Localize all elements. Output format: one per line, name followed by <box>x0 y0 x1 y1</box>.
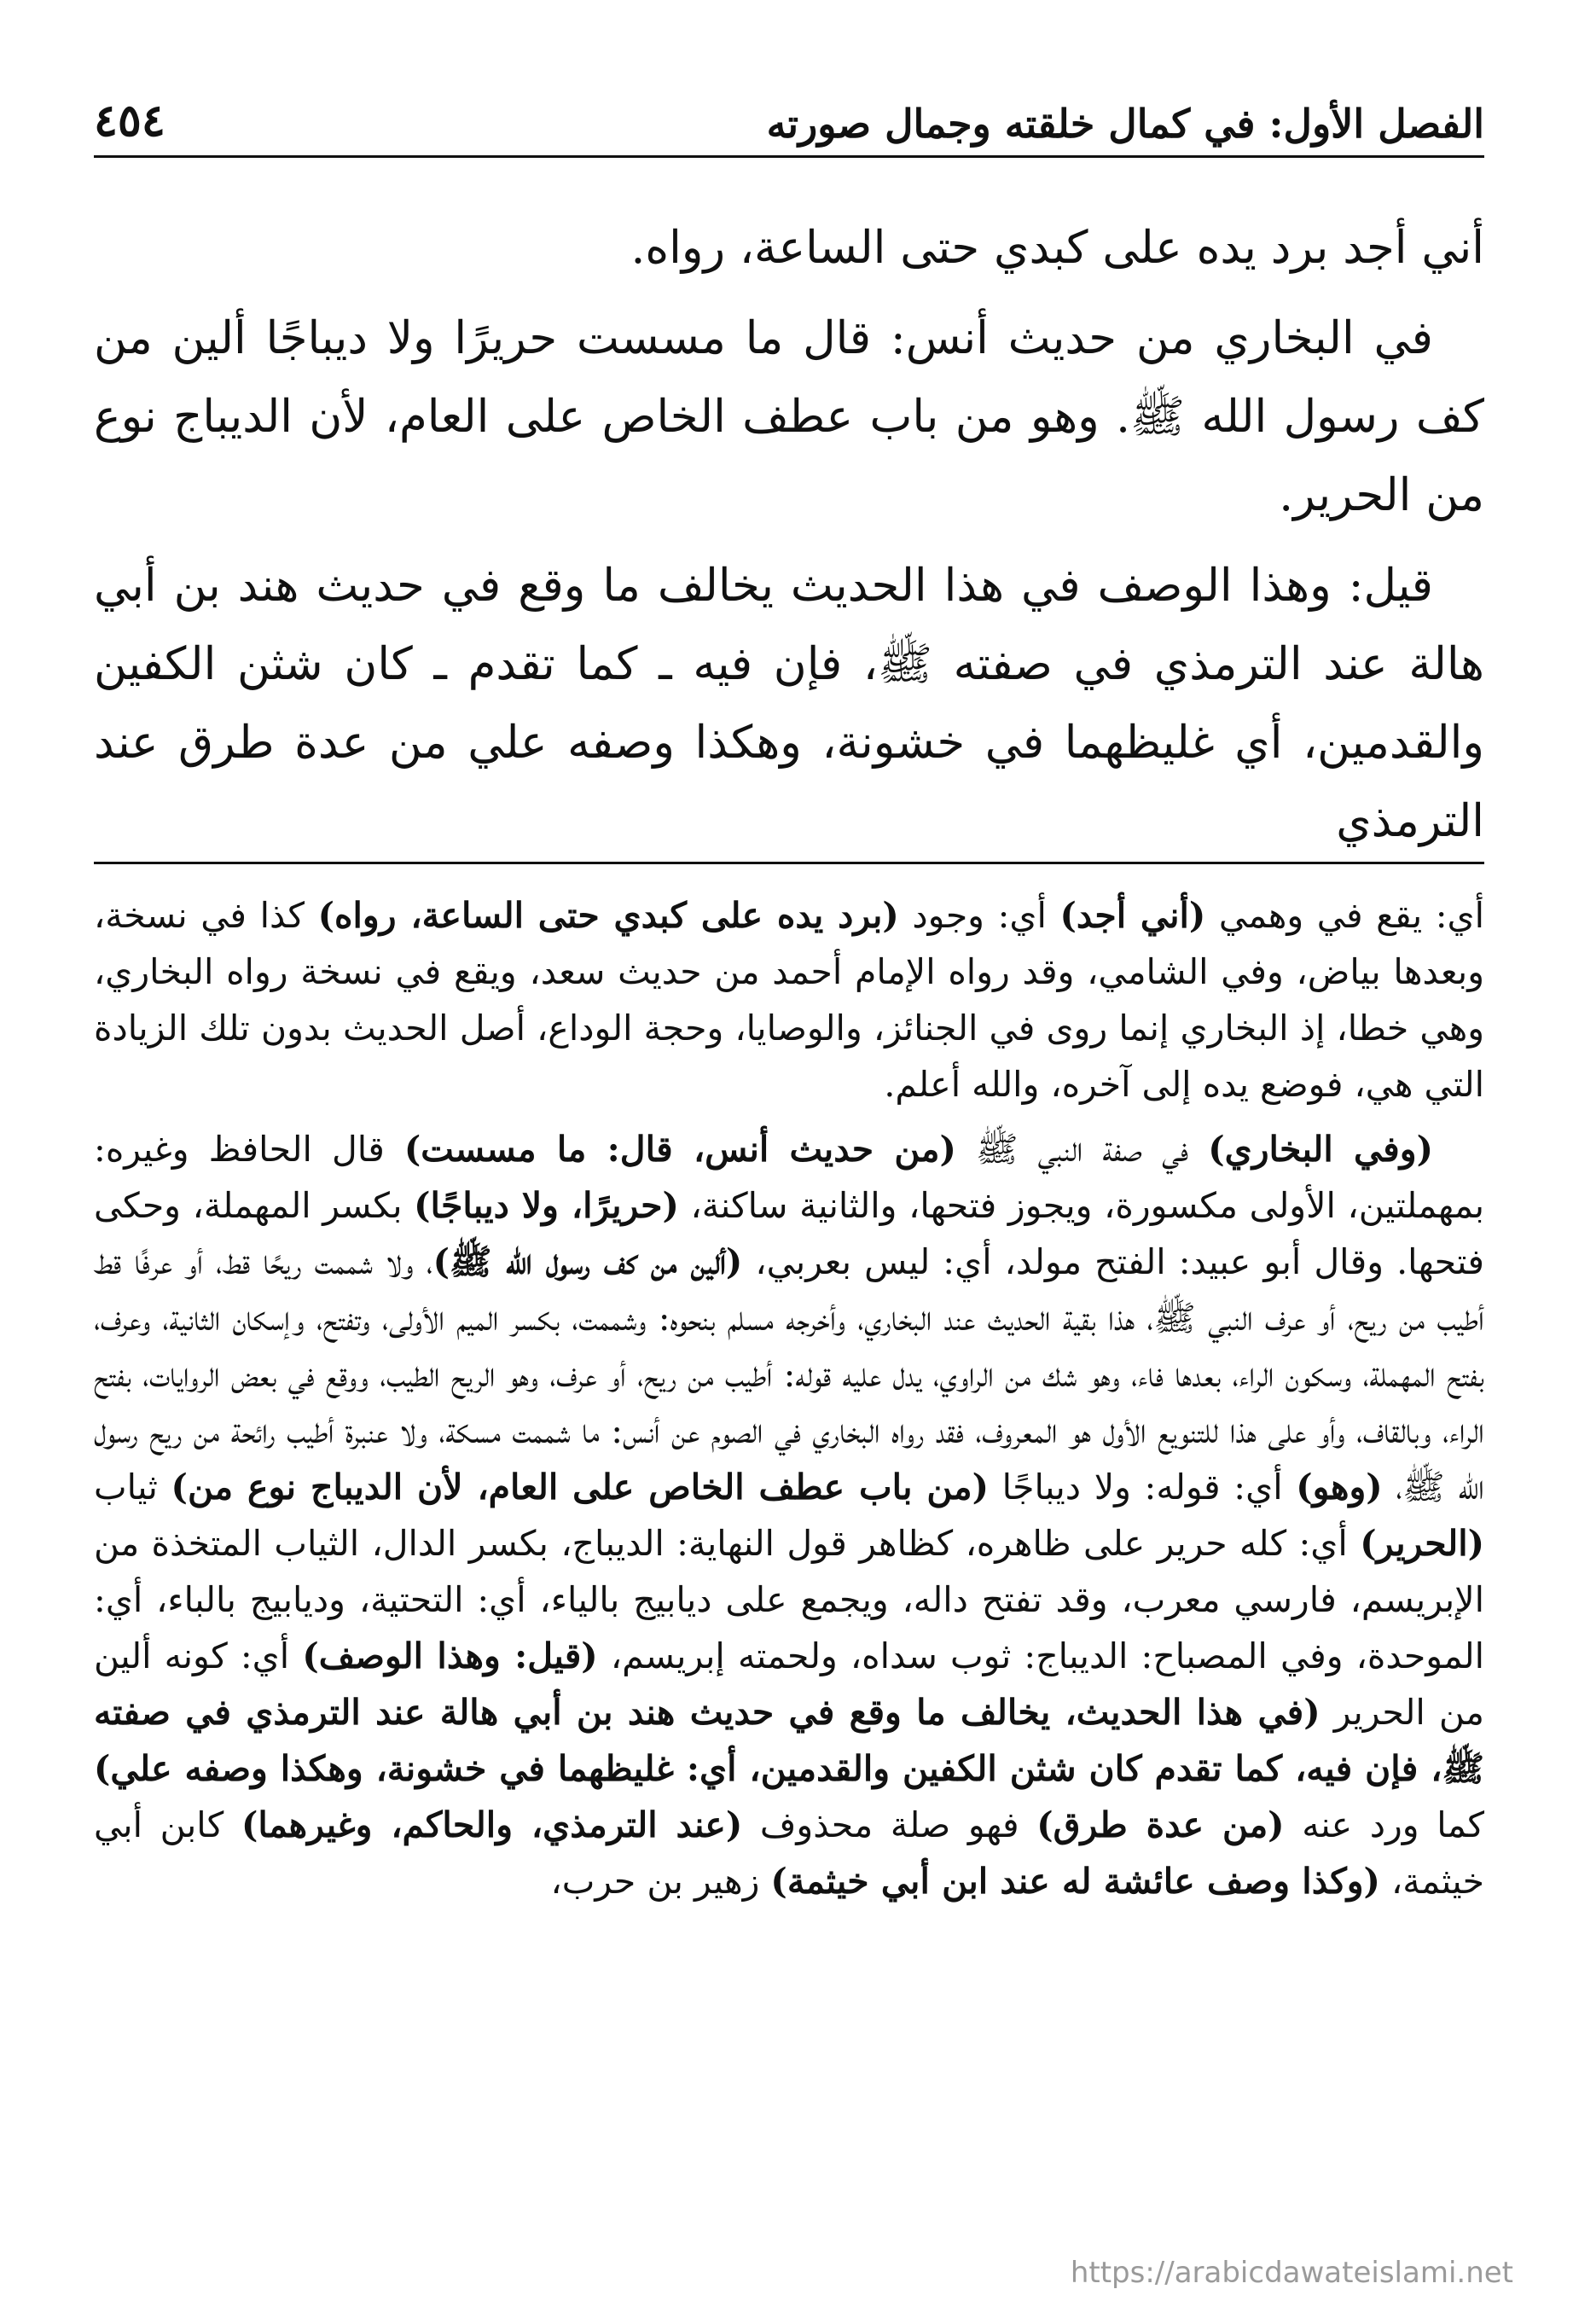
chapter-title: الفصل الأول: في كمال خلقته وجمال صورته <box>766 101 1484 147</box>
quoted-text: (وكذا وصف عائشة له عند ابن أبي خيثمة) <box>770 1861 1380 1902</box>
quoted-text: (من باب عطف الخاص على العام، لأن الديباج نوع من) <box>171 1467 989 1508</box>
note-text: ، ولا شممت ريحًا قط، أو عرفًا قط أطيب من ريح، أو عرف النبي ﷺ، هذا بقية الحديث عند البخاري، وأخرجه مسلم بنحوه: وشممت، بكسر الميم الأولى، وتفتح، وإسكان الثانية، وعرف، بفتح المهملة، وسكون الراء، بعدها فاء، وهو شك من الراوي، يدل عليه قوله: أطيب من ريح، أو عرف، وهو الريح الطيب، ووقع في بعض الروايات، بفتح الراء، وبالقاف، وأو على هذا للتنويع الأول هو المعروف، فقد رواه البخاري في الصوم عن أنس: ما شممت مسكة، ولا عنبرة أطيب رائحة من ريح رسول الله ﷺ، <box>94 1241 1484 1508</box>
commentary <box>94 887 1484 2269</box>
page-number: ٤٥٤ <box>94 95 165 147</box>
quoted-text: (وفي البخاري) <box>1208 1129 1433 1170</box>
note-text: كما ورد عنه <box>1284 1804 1484 1845</box>
note-text: أي: وجود <box>898 895 1060 936</box>
note-text: أي: قوله: ولا ديباجًا <box>989 1467 1297 1508</box>
quoted-text: (الحرير) <box>1360 1523 1484 1564</box>
quoted-text: (عند الترمذي، والحاكم، وغيرهما) <box>241 1804 743 1845</box>
note-text: كذا في نسخة، وبعدها بياض، وفي الشامي، وقد رواه الإمام أحمد من حديث سعد، ويقع في نسخة رواه البخاري، وهي خطا، إذ البخاري إنما روى في الجنائز، والوصايا، وحجة الوداع، أصل الحديث بدون تلك الزيادة التي هي، فوضع يده إلى آخره، والله أعلم. <box>94 895 1484 1105</box>
quoted-text: (قيل: وهذا الوصف) <box>302 1636 598 1676</box>
commentary-paragraph-1 <box>94 887 1484 1113</box>
note-text: زهير بن حرب، <box>550 1861 771 1902</box>
watermark-url: https://arabicdawateislami.net <box>1070 2256 1513 2290</box>
quoted-text: (برد يده على كبدي حتى الساعة، رواه) <box>317 895 899 936</box>
note-text: قال الحافظ وغيره: بمهملتين، الأولى مكسورة، ويجوز فتحها، والثانية ساكنة، <box>94 1129 1485 1226</box>
main-text <box>94 209 1484 847</box>
quoted-text: (في هذا الحديث، يخالف ما وقع في حديث هند بن أبي هالة عند الترمذي في صفته ﷺ، فإن فيه، كما تقدم كان شثن الكفين والقدمين، أي: غليظهما في خشونة، وهكذا وصفه علي) <box>94 1692 1484 1789</box>
note-text: بكسر المهملة، وحكى فتحها. وقال أبو عبيد: الفتح مولد، أي: ليس بعربي، <box>94 1185 1485 1282</box>
note-text: ثياب <box>94 1467 171 1508</box>
note-text: أي: كله حرير على ظاهره، كظاهر قول النهاية: الديباج، بكسر الدال، الثياب المتخذة من الإبريسم، فارسي معرب، وقد تفتح داله، ويجمع على ديابيج بالياء، أي: التحتية، وديابيج بالباء، أي: الموحدة، وفي المصباح: الديباج: ثوب سداه، ولحمته إبريسم، <box>94 1523 1485 1676</box>
quoted-text: (ألين من كف رسول الله ﷺ) <box>432 1241 743 1282</box>
note-text: في صفة النبي ﷺ <box>955 1129 1209 1170</box>
note-text: كابن أبي خيثمة، <box>94 1804 1484 1902</box>
quoted-text: (أني أجد) <box>1059 895 1206 936</box>
note-text: فهو صلة محذوف <box>742 1804 1037 1845</box>
quoted-text: (حريرًا، ولا ديباجًا) <box>414 1185 679 1226</box>
page-header <box>94 81 1484 158</box>
quoted-text: (من حديث أنس، قال: ما مسست) <box>403 1129 956 1170</box>
commentary-paragraph-2 <box>94 1121 1484 1909</box>
note-text: أي: يقع في وهمي <box>1205 895 1484 936</box>
note-text: أي: كونه ألين من الحرير <box>94 1636 1484 1733</box>
quoted-text: (من عدة طرق) <box>1036 1804 1285 1845</box>
main-paragraph-1: أني أجد برد يده على كبدي حتى الساعة، رواه. <box>630 222 1484 274</box>
footnote-divider <box>94 862 1484 864</box>
book-page <box>94 81 1484 2299</box>
main-paragraph-2: في البخاري من حديث أنس: قال ما مسست حريرًا ولا ديباجًا ألين من كف رسول الله ﷺ. وهو من باب عطف الخاص على العام، لأن الديباج نوع من الحرير. <box>94 312 1484 521</box>
quoted-text: (وهو) <box>1296 1467 1383 1508</box>
main-paragraph-3: قيل: وهذا الوصف في هذا الحديث يخالف ما وقع في حديث هند بن أبي هالة عند الترمذي في صفته ﷺ، فإن فيه ـ كما تقدم ـ كان شثن الكفين والقدمين، أي غليظهما في خشونة، وهكذا وصفه علي من عدة طرق عند الترمذي <box>94 560 1484 847</box>
